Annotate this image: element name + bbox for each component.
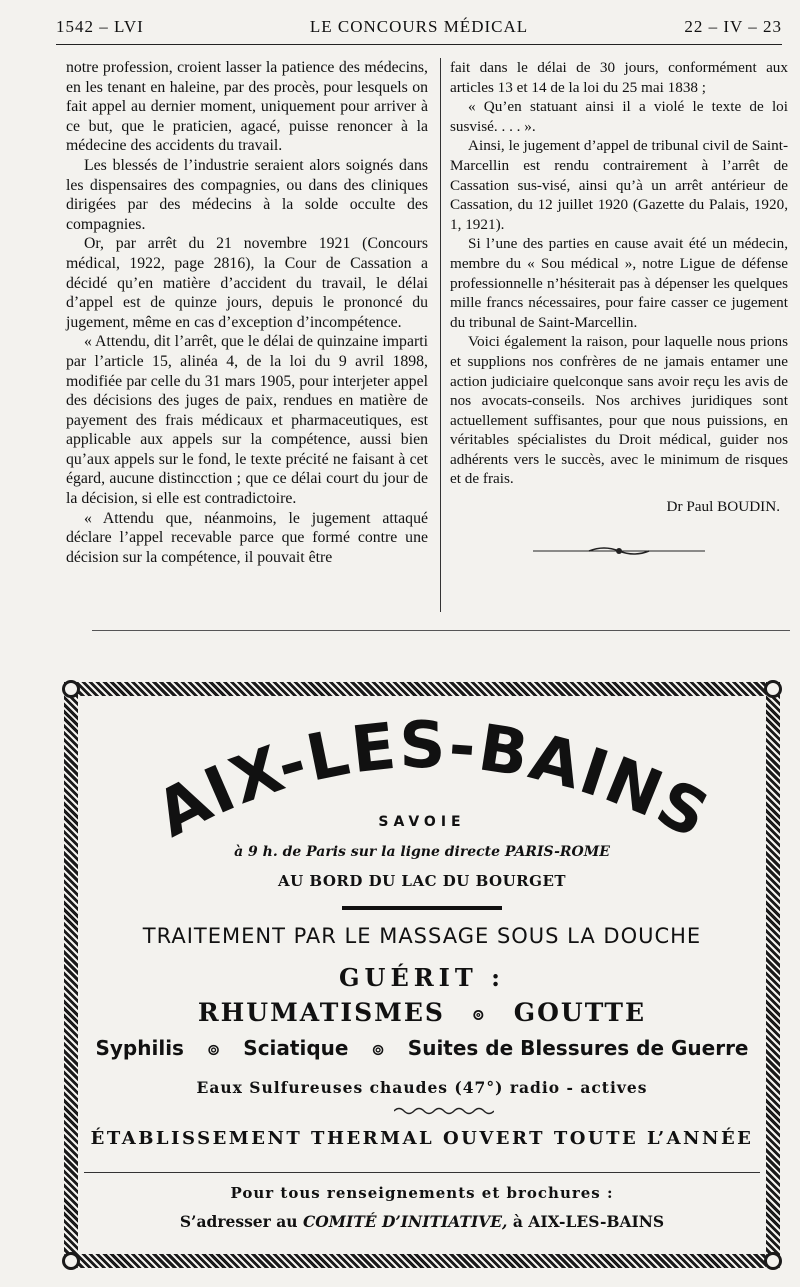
svg-text:AIX-LES-BAINS: [145, 709, 721, 854]
journal-title: LE CONCOURS MÉDICAL: [309, 17, 529, 36]
disease-label: Syphilis: [95, 1036, 184, 1060]
paragraph: Or, par arrêt du 21 novembre 1921 (Concours médical, 1922, page 2816), la Cour de Cassation a décidé qu’en matière d’accident du travail, le délai d’appel est de quinze jours, depuis le prononcé du jugement, même en cas d’exception d’incompétence.: [66, 235, 428, 331]
ad-info: Pour tous renseignements et brochures :: [230, 1184, 614, 1202]
ad-region: SAVOIE: [378, 814, 466, 830]
ad-route: à 9 h. de Paris sur la ligne directe PARIS-ROME: [234, 844, 610, 860]
author-signature: Dr Paul BOUDIN.: [666, 498, 780, 516]
wave-ornament: [394, 1106, 494, 1116]
paragraph: Voici également la raison, pour laquelle nous prions et supplions nos confrères de ne jamais entamer une action judiciaire quelconque sans avoir reçu les avis de nos avocats-conseils. Nos archives juridiques sont actuellement suffisantes, pour que nous puissions, en véritables spécialistes du Droit médical, guider nos adhérents vers le succès, avec le minimum de risques et de frais.: [450, 333, 788, 488]
bullet-icon: ⊚: [371, 1040, 385, 1059]
column-separator: [440, 58, 441, 612]
ad-rule: [342, 906, 502, 910]
paragraph: fait dans le délai de 30 jours, conformément aux articles 13 et 14 de la loi du 25 mai 1838 ;: [450, 59, 788, 96]
fleuron-ornament: [529, 543, 709, 559]
article-column-left: [66, 58, 428, 567]
section-rule: [92, 630, 790, 631]
contact-organization: COMITÉ D’INITIATIVE,: [302, 1212, 508, 1231]
border-corner: [62, 1252, 80, 1270]
contact-suffix: à AIX-LES-BAINS: [512, 1212, 665, 1231]
disease-label: GOUTTE: [513, 998, 647, 1027]
disease-label: Sciatique: [243, 1036, 349, 1060]
disease-label: Suites de Blessures de Guerre: [407, 1036, 749, 1060]
page-number: 1542 – LVI: [56, 17, 144, 36]
running-header: [56, 12, 782, 46]
paragraph: Si l’une des parties en cause avait été un médecin, membre du « Sou médical », notre Ligue de défense professionnelle n’hésiterait pas à dépenser les quelques mille francs nécessaires, pour faire casser ce jugement du tribunal de Saint-Marcellin.: [450, 235, 788, 331]
ad-diseases-secondary: [84, 1036, 760, 1060]
paragraph: notre profession, croient lasser la patience des médecins, en les tenant en haleine, par des procès, pour lesquels on fait appel au dernier moment, uniquement pour arriver à ce but, que le praticien, agacé, puisse renoncer à la médecine des accidents du travail.: [66, 59, 428, 155]
border-corner: [764, 1252, 782, 1270]
paragraph: « Attendu que, néanmoins, le jugement attaqué déclare l’appel recevable parce que formé contre une décision sur la compétence, il pouvait être: [66, 509, 428, 566]
ad-title: AIX-LES-BAINS: [145, 708, 722, 855]
ad-border-bottom: [64, 1254, 780, 1268]
ad-treatment: TRAITEMENT PAR LE MASSAGE SOUS LA DOUCHE: [142, 924, 702, 948]
ad-contact: [84, 1212, 760, 1231]
ad-diseases-primary: [84, 998, 760, 1027]
paragraph: Ainsi, le jugement d’appel de tribunal civil de Saint-Marcellin est rendu contrairement à l’arrêt de Cassation sus-visé, ainsi qu’à un arrêt antérieur de Cassation, du 12 juillet 1920 (Gazette du Palais, 1920, 1, 1921).: [450, 137, 788, 233]
ad-waters: Eaux Sulfureuses chaudes (47°) radio - actives: [196, 1078, 648, 1097]
bullet-icon: ⊚: [471, 1005, 488, 1024]
ad-cures-heading: GUÉRIT :: [339, 963, 505, 992]
disease-label: RHUMATISMES: [197, 998, 445, 1027]
article-column-right: [450, 58, 788, 559]
paragraph: Les blessés de l’industrie seraient alors soignés dans les dispensaires des compagnies, ou dans des cliniques dirigées par des médecins à la solde occulte des compagnies.: [66, 156, 428, 233]
header-rule: [56, 44, 782, 45]
contact-prefix: S’adresser au: [179, 1212, 298, 1231]
ad-title-arc: [64, 682, 780, 902]
paragraph: « Qu’en statuant ainsi il a violé le texte de loi susvisé. . . . ».: [450, 98, 788, 135]
ad-lake: AU BORD DU LAC DU BOURGET: [277, 872, 567, 890]
bullet-icon: ⊚: [206, 1040, 221, 1059]
paragraph: « Attendu, dit l’arrêt, que le délai de quinzaine imparti par l’article 15, alinéa 4, de la loi du 9 avril 1898, modifiée par celle du 31 mars 1905, pour interjeter appel des décisions des juges de paix, rendues en matière de payement des frais médicaux et pharmaceutiques, est applicable aux appels sur la compétence, aussi bien qu’aux appels sur le fond, le texte précité ne faisant à cet égard, aucune distincction ; que ce délai court du jour de la décision, si elle est contradictoire.: [66, 333, 428, 508]
ad-divider: [84, 1172, 760, 1173]
ad-establishment: ÉTABLISSEMENT THERMAL OUVERT TOUTE L’ANNÉE: [90, 1128, 754, 1149]
issue-date: 22 – IV – 23: [684, 17, 782, 36]
advertisement-aix-les-bains: [64, 682, 780, 1268]
